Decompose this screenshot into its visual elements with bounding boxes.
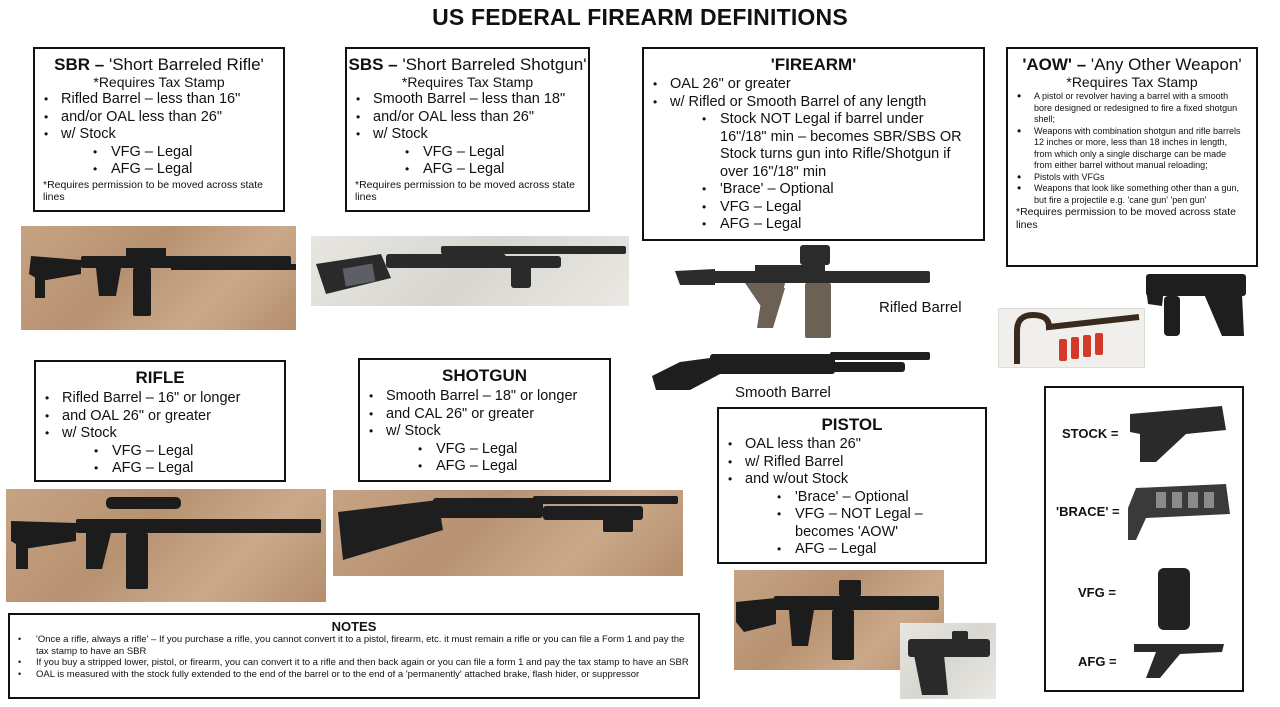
aow-item: • Weapons with combination shotgun and rifle barrels 12 inches or more, less than 18 inches in length, from which only a single discharge can be made from either barrel without manual reloading; (1008, 126, 1246, 172)
pistol-heading: PISTOL (821, 415, 883, 434)
rifle-box (34, 360, 286, 482)
pistol-subitem: • VFG – NOT Legal – becomes 'AOW' (719, 506, 985, 541)
sbs-tax-note: *Requires Tax Stamp (401, 74, 534, 90)
sbr-list (35, 91, 283, 179)
afg-icon (1132, 640, 1227, 680)
brace-label: 'BRACE' = (1056, 504, 1120, 519)
shotgun-item: • w/ Stock (360, 423, 609, 441)
page-title: US FEDERAL FIREARM DEFINITIONS (432, 4, 848, 30)
firearm-subitem: • Stock NOT Legal if barrel under 16"/18" min – becomes SBR/SBS OR Stock turns gun into Rifle/Shotgun if over 16"/18" min (644, 111, 983, 181)
firearm-subitem: • 'Brace' – Optional (644, 181, 983, 199)
aow-list (1008, 91, 1256, 206)
notes-list (10, 634, 698, 680)
aow-tax-note: *Requires Tax Stamp (1066, 74, 1198, 90)
shotgun-list (360, 388, 609, 476)
rifle-subitem: • AFG – Legal (36, 460, 284, 478)
accessory-legend-box (1044, 386, 1244, 692)
sbs-box (345, 47, 590, 212)
sbr-box (33, 47, 285, 212)
pistol-item: • w/ Rifled Barrel (719, 454, 985, 472)
notes-box (8, 613, 700, 699)
firearm-subitem: • AFG – Legal (644, 216, 983, 234)
firearm-box (642, 47, 985, 241)
aow-photo-pistol-vfg (1144, 270, 1249, 342)
shotgun-box (358, 358, 611, 482)
glock-photo (900, 623, 996, 699)
firearm-rifle-photo (675, 243, 935, 341)
aow-heading: 'AOW' – 'Any Other Weapon' (1022, 55, 1242, 74)
sbr-permission-note: *Requires permission to be moved across state lines (43, 178, 264, 203)
aow-box (1006, 47, 1258, 267)
sbs-photo (311, 236, 629, 306)
rifle-item: • Rifled Barrel – 16" or longer (36, 390, 284, 408)
pistol-subitem: • AFG – Legal (719, 541, 985, 559)
shotgun-item: • Smooth Barrel – 18" or longer (360, 388, 609, 406)
notes-heading: NOTES (331, 619, 377, 634)
sbs-item: • and/or OAL less than 26" (347, 109, 588, 127)
sbs-list (347, 91, 588, 179)
pistol-item: • and w/out Stock (719, 471, 985, 489)
sbs-item: • Smooth Barrel – less than 18" (347, 91, 588, 109)
sbr-subitem: • VFG – Legal (35, 144, 283, 162)
pistol-list (719, 436, 985, 559)
rifle-item: • w/ Stock (36, 425, 284, 443)
sbr-item: • w/ Stock (35, 126, 283, 144)
vfg-icon (1154, 566, 1194, 632)
shotgun-subitem: • AFG – Legal (360, 458, 609, 476)
rifled-barrel-caption: Rifled Barrel (879, 299, 962, 316)
shotgun-heading: SHOTGUN (442, 366, 527, 385)
shotgun-subitem: • VFG – Legal (360, 441, 609, 459)
stock-label: STOCK = (1062, 426, 1119, 441)
notes-item: • 'Once a rifle, always a rifle' – If you purchase a rifle, you cannot convert it to a pistol, firearm, etc. it must remain a rifle or you can file a Form 1 and pay the tax stamp to have an SBR (10, 634, 692, 657)
firearm-item: • OAL 26" or greater (644, 76, 983, 94)
firearm-subitem: • VFG – Legal (644, 199, 983, 217)
rifle-subitem: • VFG – Legal (36, 443, 284, 461)
sbs-heading: SBS – 'Short Barreled Shotgun' (348, 55, 587, 74)
aow-item: • A pistol or revolver having a barrel with a smooth bore designed or redesigned to fire a fixed shotgun shell; (1008, 91, 1246, 126)
sbr-tax-note: *Requires Tax Stamp (93, 74, 225, 90)
aow-item: • Pistols with VFGs (1008, 172, 1246, 184)
firearm-heading: 'FIREARM' (770, 55, 857, 74)
pistol-subitem: • 'Brace' – Optional (719, 489, 985, 507)
sbr-item: • and/or OAL less than 26" (35, 109, 283, 127)
smooth-barrel-caption: Smooth Barrel (735, 384, 831, 401)
aow-item: • Weapons that look like something other than a gun, but fire a projectile e.g. 'cane gun' 'pen gun' (1008, 183, 1246, 206)
rifle-photo (6, 489, 326, 602)
shotgun-item: • and CAL 26" or greater (360, 406, 609, 424)
shotgun-photo (333, 490, 683, 576)
notes-item: • OAL is measured with the stock fully extended to the end of the barrel or to the end of a 'permanently' attached brake, flash hider, or suppressor (10, 669, 692, 681)
aow-photo-cane (998, 308, 1145, 368)
rifle-list (36, 390, 284, 478)
sbr-heading: SBR – 'Short Barreled Rifle' (54, 55, 264, 74)
pistol-item: • OAL less than 26" (719, 436, 985, 454)
afg-label: AFG = (1078, 654, 1117, 669)
rifle-item: • and OAL 26" or greater (36, 408, 284, 426)
sbs-permission-note: *Requires permission to be moved across state lines (355, 178, 576, 203)
sbr-item: • Rifled Barrel – less than 16" (35, 91, 283, 109)
stock-icon (1126, 400, 1236, 470)
sbr-photo (21, 226, 296, 330)
pistol-box (717, 407, 987, 564)
notes-item: • If you buy a stripped lower, pistol, or firearm, you can convert it to a rifle and then back again or you can file a form 1 and pay the tax stamp to have an SBR (10, 657, 692, 669)
sbs-subitem: • AFG – Legal (347, 161, 588, 179)
brace-icon (1126, 478, 1236, 548)
vfg-label: VFG = (1078, 585, 1116, 600)
aow-permission-note: *Requires permission to be moved across state lines (1016, 206, 1237, 231)
rifle-heading: RIFLE (135, 368, 185, 387)
sbs-item: • w/ Stock (347, 126, 588, 144)
sbs-subitem: • VFG – Legal (347, 144, 588, 162)
firearm-item: • w/ Rifled or Smooth Barrel of any length (644, 94, 983, 112)
firearm-list (644, 76, 983, 234)
sbr-subitem: • AFG – Legal (35, 161, 283, 179)
